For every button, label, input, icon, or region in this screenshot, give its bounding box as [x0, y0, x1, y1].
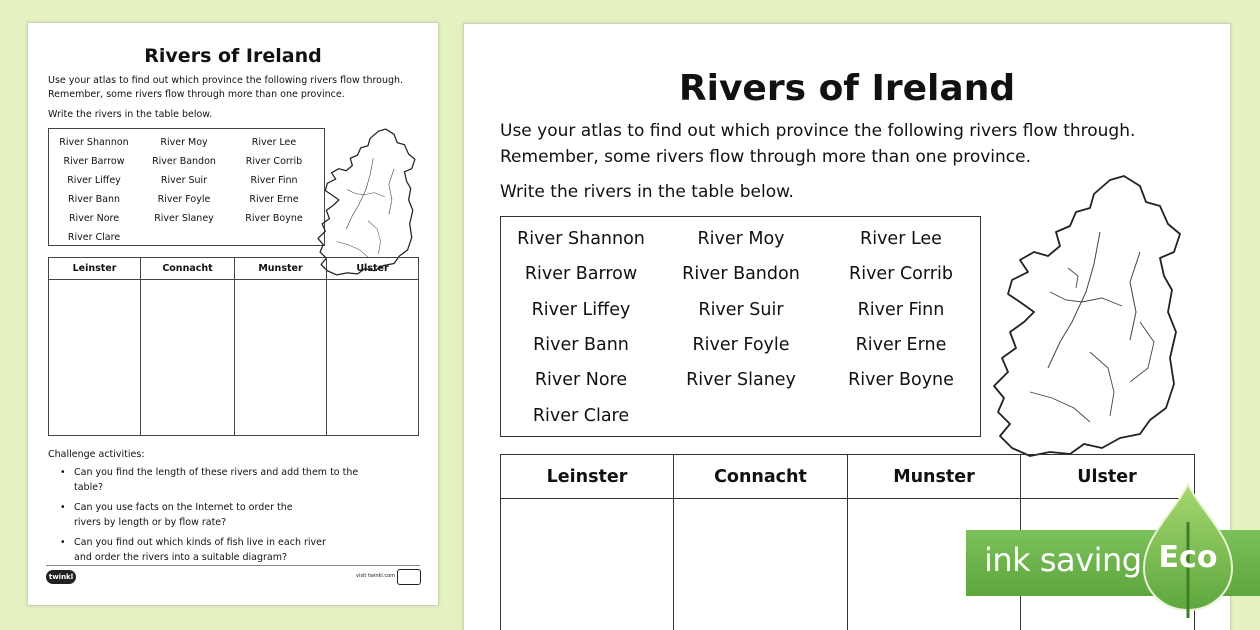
ireland-map-icon: [990, 172, 1190, 460]
province-header: Leinster: [49, 258, 141, 280]
river-item: River Suir: [160, 175, 208, 186]
river-item: River Shannon: [517, 229, 645, 249]
challenge-item: • Can you find the length of these rivers and add them to the table?: [60, 465, 390, 495]
river-item: River Clare: [532, 406, 630, 426]
small-intro-line1: Use your atlas to find out which province the following rivers flow through.: [48, 75, 404, 86]
river-item: River Finn: [250, 175, 298, 186]
ink-saving-label: ink saving: [984, 541, 1142, 579]
eco-badge-label: Eco: [1158, 540, 1218, 575]
river-list-box: [500, 216, 981, 437]
province-column: [141, 280, 235, 435]
river-item: River Slaney: [154, 213, 214, 224]
river-item: River Boyne: [848, 370, 954, 390]
province-header: Munster: [848, 455, 1021, 499]
province-column: [49, 280, 141, 435]
small-river-list: [48, 128, 325, 246]
challenge-item: • Can you use facts on the Internet to order the rivers by length or by flow rate?: [60, 500, 300, 530]
small-province-table: [48, 257, 419, 436]
province-column: [235, 280, 327, 435]
instruction-text: Write the rivers in the table below.: [500, 182, 794, 202]
river-item: River Foyle: [157, 194, 211, 205]
province-header: Ulster: [327, 258, 418, 280]
small-intro: [48, 74, 433, 102]
intro-text: [500, 118, 1225, 170]
ireland-map-icon: [310, 127, 426, 277]
river-item: River Nore: [68, 213, 120, 224]
intro-line2: Remember, some rivers flow through more than one province.: [500, 147, 1032, 167]
river-item: River Barrow: [63, 156, 125, 167]
footer-badge-icon: [397, 569, 421, 585]
challenge-list: [60, 465, 420, 570]
province-header: Connacht: [674, 455, 848, 499]
river-item: River Slaney: [686, 370, 796, 390]
province-header: Munster: [235, 258, 327, 280]
challenge-item: • Can you find out which kinds of fish live in each river and order the rivers into a suitable diagram?: [60, 535, 330, 565]
province-header: Connacht: [141, 258, 235, 280]
small-intro-line2: Remember, some rivers flow through more than one province.: [48, 89, 345, 100]
river-item: River Corrib: [849, 264, 953, 284]
province-column: [674, 499, 848, 630]
challenge-heading: Challenge activities:: [48, 449, 145, 460]
river-item: River Liffey: [531, 300, 631, 320]
river-item: River Moy: [160, 137, 208, 148]
twinkl-logo-icon: twinkl: [46, 570, 76, 584]
river-item: River Boyne: [245, 213, 303, 224]
river-item: River Corrib: [245, 156, 303, 167]
river-item: River Moy: [697, 229, 785, 249]
small-title: Rivers of Ireland: [144, 45, 322, 67]
river-item: River Bann: [533, 335, 629, 355]
province-header: Ulster: [1021, 455, 1193, 499]
river-item: River Nore: [534, 370, 628, 390]
river-item: River Erne: [249, 194, 299, 205]
river-item: River Shannon: [59, 137, 129, 148]
river-item: River Bann: [67, 194, 120, 205]
worksheet-preview-small: [27, 22, 439, 606]
river-item: River Lee: [860, 229, 942, 249]
province-column: [501, 499, 674, 630]
river-item: River Foyle: [692, 335, 790, 355]
intro-line1: Use your atlas to find out which province the following rivers flow through.: [500, 121, 1136, 141]
province-header: Leinster: [501, 455, 674, 499]
river-item: River Barrow: [524, 264, 638, 284]
river-item: River Bandon: [682, 264, 800, 284]
footer-divider: [46, 565, 420, 566]
river-item: River Finn: [857, 300, 945, 320]
small-instruction: Write the rivers in the table below.: [48, 109, 213, 120]
page-title: Rivers of Ireland: [678, 68, 1016, 109]
river-item: River Liffey: [67, 175, 121, 186]
footer-visit: visit twinkl.com: [356, 573, 396, 579]
river-item: River Erne: [855, 335, 947, 355]
river-item: River Bandon: [152, 156, 216, 167]
river-item: River Suir: [698, 300, 784, 320]
river-item: River Clare: [67, 232, 121, 243]
river-item: River Lee: [251, 137, 297, 148]
